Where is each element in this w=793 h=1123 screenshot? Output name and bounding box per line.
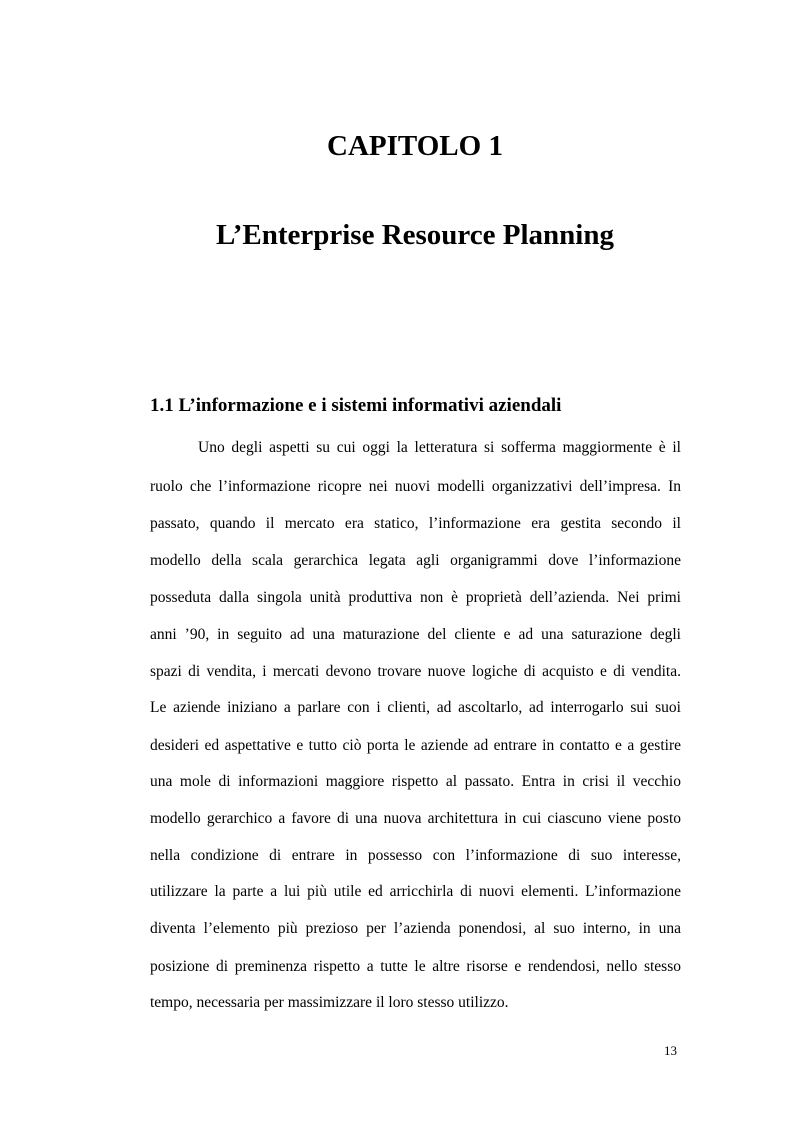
paragraph-line: desideri ed aspettative e tutto ciò porta le aziende ad entrare in contatto e a gestire [150,737,681,754]
paragraph-line: posseduta dalla singola unità produttiva non è proprietà dell’azienda. Nei primi [150,589,681,606]
paragraph-line: spazi di vendita, i mercati devono trovare nuove logiche di acquisto e di vendita. [150,663,681,680]
chapter-title: L’Enterprise Resource Planning [216,219,614,251]
chapter-number: CAPITOLO 1 [327,130,503,162]
section-heading: 1.1 L’informazione e i sistemi informativi aziendali [150,395,562,416]
paragraph-line: anni ’90, in seguito ad una maturazione del cliente e ad una saturazione degli [150,626,681,643]
paragraph-line: diventa l’elemento più prezioso per l’azienda ponendosi, al suo interno, in una [150,920,681,937]
page-number: 13 [664,1043,677,1058]
paragraph-line: Le aziende iniziano a parlare con i clienti, ad ascoltarlo, ad interrogarlo sui suoi [150,699,681,716]
paragraph-line: utilizzare la parte a lui più utile ed arricchirla di nuovi elementi. L’informazione [150,883,681,900]
paragraph-line: ruolo che l’informazione ricopre nei nuovi modelli organizzativi dell’impresa. In [150,478,681,495]
paragraph-line: una mole di informazioni maggiore rispetto al passato. Entra in crisi il vecchio [150,773,681,790]
paragraph-line: passato, quando il mercato era statico, l’informazione era gestita secondo il [150,515,681,532]
paragraph-line: Uno degli aspetti su cui oggi la letteratura si sofferma maggiormente è il [198,439,681,456]
paragraph-line: posizione di preminenza rispetto a tutte le altre risorse e rendendosi, nello stesso [150,958,681,975]
paragraph-line: nella condizione di entrare in possesso con l’informazione di suo interesse, [150,847,681,864]
paragraph-line: modello della scala gerarchica legata agli organigrammi dove l’informazione [150,552,681,569]
paragraph-line: tempo, necessaria per massimizzare il loro stesso utilizzo. [150,994,509,1011]
paragraph-line: modello gerarchico a favore di una nuova architettura in cui ciascuno viene posto [150,810,681,827]
